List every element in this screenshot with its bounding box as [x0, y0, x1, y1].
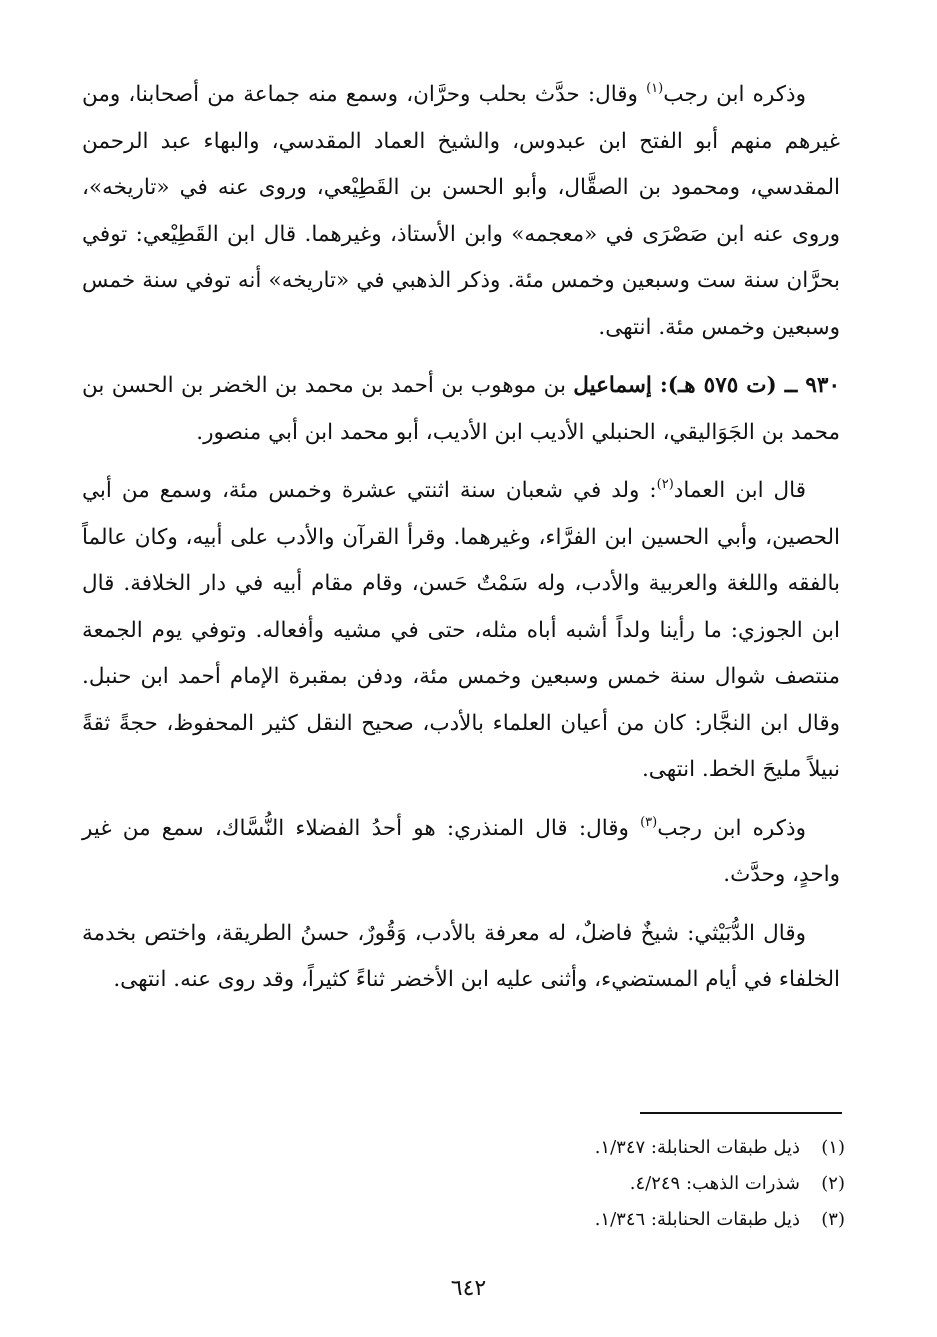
- paragraph-5-text: وقال الدُّبَيْثي: شيخٌ فاضلٌ، له معرفة بالأدب، وَقُورٌ، حسنُ الطريقة، واختص بخدمة الخلفاء في أيام المستضيء، وأثنى عليه ابن الأخضر ثناءً كثيراً، وقد روى عنه. انتهى.: [82, 920, 840, 992]
- footnote-number: (١): [821, 1137, 845, 1158]
- footnote-1: [300, 1130, 845, 1166]
- paragraph-1-text-a: وذكره ابن رجب: [663, 82, 806, 107]
- paragraph-4: [82, 806, 840, 899]
- paragraph-1: [82, 72, 840, 351]
- footnote-marker-1: (١): [646, 81, 664, 96]
- footnote-number: (٣): [821, 1209, 845, 1230]
- footnote-text: شذرات الذهب: ٤/٢٤٩.: [629, 1173, 800, 1194]
- footnote-2: [300, 1166, 845, 1202]
- footnote-number: (٢): [821, 1173, 845, 1194]
- paragraph-3-text-a: قال ابن العماد: [673, 478, 806, 503]
- footnote-marker-3: (٣): [640, 814, 658, 830]
- paragraph-4-text-b: وقال: قال المنذري: هو أحدُ الفضلاء النُّسَّاك، سمع من غير واحدٍ، وحدَّث.: [82, 815, 840, 887]
- paragraph-3: [82, 468, 840, 794]
- paragraph-1-text-b: وقال: حدَّث بحلب وحرَّان، وسمع منه جماعة من أصحابنا، ومن غيرهم منهم أبو الفتح ابن عبدوس، والشيخ العماد المقدسي، والبهاء عبد الرحمن المقدسي، ومحمود بن الصقَّال، وأبو الحسن بن القَطِيْعي، وروى عنه في «تاريخه»، وروى عنه ابن صَصْرَى في «معجمه» وابن الأستاذ، وغيرهما. قال ابن القَطِيْعي: توفي بحرَّان سنة ست وسبعين وخمس مئة. وذكر الذهبي في «تاريخه» أنه توفي سنة خمس وسبعين وخمس مئة. انتهى.: [82, 82, 840, 340]
- footnote-marker-2: (٢): [656, 477, 674, 492]
- footnotes: [300, 1130, 845, 1238]
- entry-heading: ٩٣٠ ــ (ت ٥٧٥ هـ): إسماعيل: [573, 373, 840, 398]
- entry-text: بن موهوب بن أحمد بن محمد بن الخضر بن الحسن بن محمد بن الجَوَاليقي، الحنبلي الأديب ابن الأديب، أبو محمد ابن أبي منصور.: [82, 373, 840, 445]
- page-number: ٦٤٢: [450, 1276, 487, 1301]
- paragraph-3-text-b: : ولد في شعبان سنة اثنتي عشرة وخمس مئة، وسمع من أبي الحصين، وأبي الحسين ابن الفرَّاء، وغيرهما. وقرأ القرآن والأدب على أبيه، وكان عالماً بالفقه واللغة والعربية والأدب، وله سَمْتٌ حَسن، وقام مقام أبيه في دار الخلافة. قال ابن الجوزي: ما رأينا ولداً أشبه أباه مثله، حتى في مشيه وأفعاله. وتوفي يوم الجمعة منتصف شوال سنة خمس وسبعين وخمس مئة، ودفن بمقبرة الإمام أحمد ابن حنبل. وقال ابن النجَّار: كان من أعيان العلماء بالأدب، صحيح النقل كثير المحفوظ، حجةً ثقةً نبيلاً مليحَ الخط. انتهى.: [82, 478, 840, 782]
- footnote-text: ذيل طبقات الحنابلة: ١/٣٤٦.: [594, 1209, 800, 1230]
- main-text: [82, 72, 840, 1016]
- paragraph-4-text-a: وذكره ابن رجب: [657, 815, 806, 841]
- footnote-text: ذيل طبقات الحنابلة: ١/٣٤٧.: [594, 1137, 800, 1158]
- footnote-divider: [640, 1112, 842, 1114]
- footnote-3: [300, 1202, 845, 1238]
- entry-930: [82, 363, 840, 456]
- paragraph-5: [82, 911, 840, 1004]
